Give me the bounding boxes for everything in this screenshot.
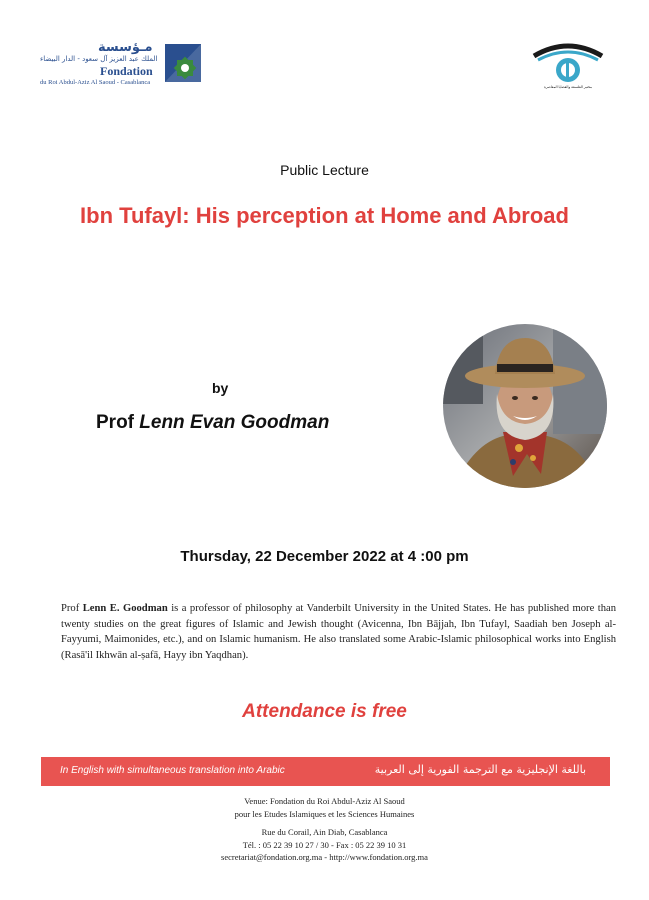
lecture-title: Ibn Tufayl: His perception at Home and Abroad <box>80 203 569 228</box>
attendance-note: Attendance is free <box>242 701 407 722</box>
speaker-prefix: Prof <box>96 412 134 433</box>
event-date: Thursday, 22 December 2022 at 4 :00 pm <box>180 548 469 565</box>
event-type: Public Lecture <box>280 162 369 178</box>
fondation-emblem-icon <box>165 44 201 82</box>
banner-english: In English with simultaneous translation into Arabic <box>60 765 285 776</box>
venue-line-5: secretariat@fondation.org.ma - http://www.fondation.org.ma <box>221 852 428 862</box>
logo-name: Fondation <box>100 64 153 78</box>
venue-line-2: pour les Etudes Islamiques et les Sciences Humaines <box>234 808 415 819</box>
speaker-bio <box>61 601 616 663</box>
bio-prefix: Prof <box>61 603 80 614</box>
speaker-name <box>96 412 329 434</box>
logo-subline: du Roi Abdul-Aziz Al Saoud - Casablanca <box>40 79 151 86</box>
venue-line-4: Tél. : 05 22 39 10 27 / 30 - Fax : 05 22 39 10 31 <box>242 839 407 850</box>
speaker-portrait-image <box>443 324 607 488</box>
speaker-photo <box>443 324 607 488</box>
venue-line-3: Rue du Corail, Ain Diab, Casablanca <box>261 827 388 837</box>
logo-arabic-name: مـؤسسة <box>98 40 153 55</box>
laboratory-logo <box>528 40 608 90</box>
bio-text: is a professor of philosophy at Vanderbilt University in the United States. He has published more than twenty studies on the great figures of Islamic and Jewish thought (Avicenna, Ibn Bājjah, Ibn Tufayl, Saadiah ben Joseph al-Fayyumi, Maimonides, etc.), and on Islamic humanism. He also translated some Arabic-Islamic philosophical works into English (Rasā'il Ikhwān al-ṣafā, Hayy ibn Yaqdhan). <box>61 603 616 661</box>
by-label: by <box>212 380 229 396</box>
language-banner <box>41 757 610 786</box>
bio-name: Lenn E. Goodman <box>82 603 168 614</box>
fondation-logo <box>38 40 203 90</box>
speaker-fullname: Lenn Evan Goodman <box>139 412 330 433</box>
logo-arabic-subline: الملك عبد العزيز آل سعود - الدار البيضاء <box>40 55 158 63</box>
venue-line-1: Venue: Fondation du Roi Abdul-Aziz Al Saoud <box>244 796 405 806</box>
laboratory-caption: مختبر الفلسفة والقضايا المعاصرة <box>543 85 593 89</box>
venue-info <box>0 795 649 864</box>
banner-arabic: باللغة الإنجليزية مع الترجمة الفورية إلى العربية <box>374 763 586 776</box>
laboratory-emblem-icon <box>528 40 608 84</box>
